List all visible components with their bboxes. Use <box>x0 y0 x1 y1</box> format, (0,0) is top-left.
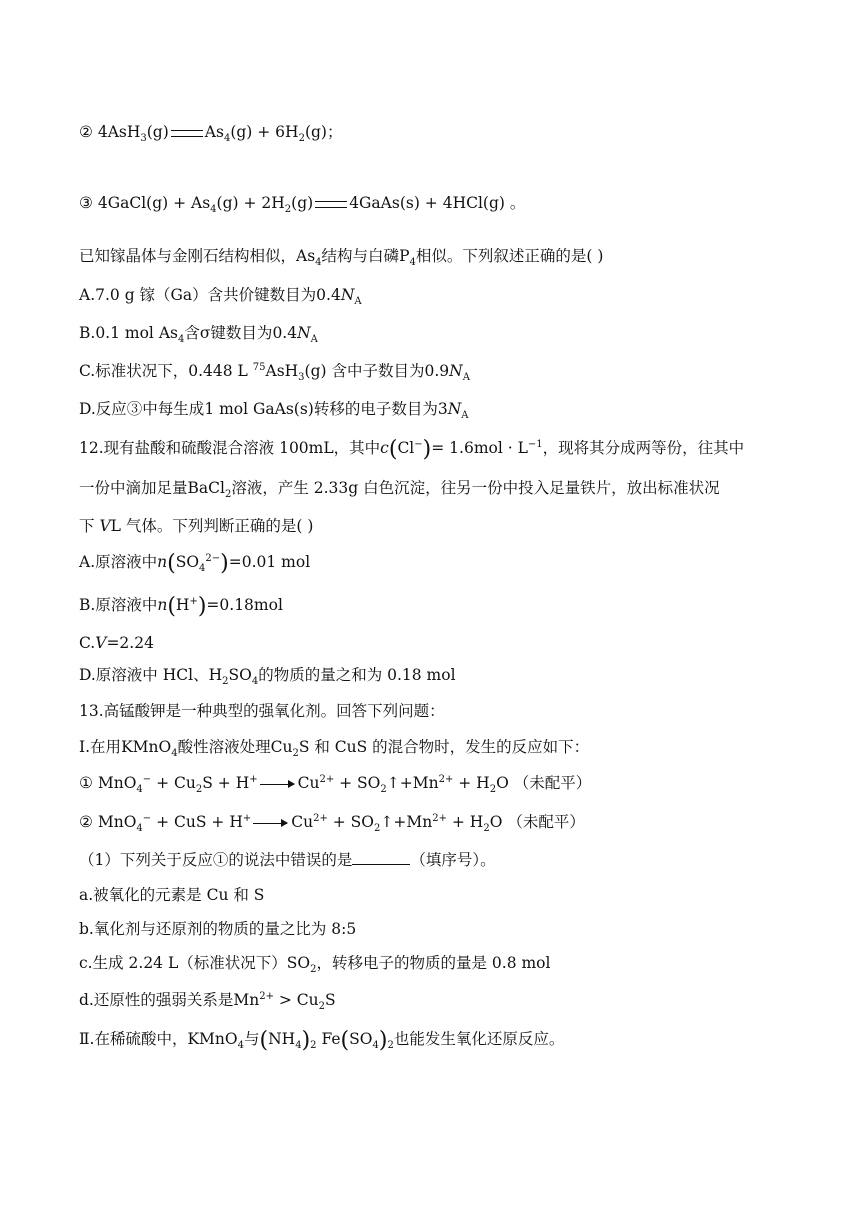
equals-sign-icon <box>315 201 347 208</box>
superscript: −1 <box>527 438 543 450</box>
equation-number: ① <box>79 774 93 792</box>
text: B.原溶液中 <box>79 596 158 614</box>
superscript: 2+ <box>438 773 454 785</box>
formula: Cu <box>297 774 320 792</box>
q11-option-d <box>79 398 469 420</box>
reaction-2 <box>79 811 585 833</box>
formula: + CuS + H <box>151 813 243 831</box>
equation-number: ② <box>79 123 93 141</box>
superscript: − <box>142 812 152 824</box>
formula: 4GaCl(g) + As <box>97 194 211 212</box>
text: 溶液，产生 2.33g 白色沉淀，往另一份中投入足量铁片，放出标准状况 <box>231 479 720 497</box>
value: 0.4 <box>316 286 341 304</box>
formula: > Cu <box>273 991 319 1009</box>
superscript: − <box>142 773 152 785</box>
subscript: 4 <box>315 257 322 269</box>
formula: + Cu <box>151 774 196 792</box>
text: 12.现有盐酸和硫酸混合溶液 100mL，其中 <box>79 439 381 457</box>
equation-3 <box>79 192 525 214</box>
subscript: 2 <box>224 489 232 501</box>
subscript: 2 <box>298 133 305 145</box>
value: 0.4 <box>272 324 298 342</box>
subscript: 4 <box>199 563 206 575</box>
superscript: + <box>249 773 258 785</box>
formula: AsH <box>265 362 299 380</box>
symbol: V <box>95 634 107 652</box>
text: C.标准状况下，0.448 L <box>79 362 253 380</box>
q12-option-c <box>79 632 154 654</box>
text: C. <box>79 634 96 652</box>
q12-option-b <box>79 594 283 618</box>
q11-option-a <box>79 284 362 306</box>
formula: NH <box>268 1030 296 1048</box>
paren-close-icon: ) <box>197 594 207 619</box>
q11-option-c <box>79 360 470 382</box>
superscript: 2+ <box>259 990 274 1002</box>
q13-part2-intro <box>79 1028 564 1052</box>
q13-option-a <box>79 884 264 906</box>
subscript: 2 <box>222 676 229 688</box>
text: 与 <box>243 1030 260 1048</box>
subscript: 2 <box>374 823 381 835</box>
subscript: 2 <box>380 784 387 796</box>
text: A.原溶液中 <box>79 553 158 571</box>
punctuation: 。 <box>509 194 526 212</box>
q13-option-c <box>79 952 550 974</box>
superscript: 75 <box>252 361 266 373</box>
formula: KMnO <box>121 738 172 756</box>
formula: Mn <box>233 991 260 1009</box>
symbol: N <box>447 400 462 418</box>
note: （未配平） <box>507 813 585 831</box>
equals-sign-icon <box>171 130 203 137</box>
symbol: N <box>340 286 355 304</box>
equation-number: ② <box>79 813 93 831</box>
paren-close-icon: ) <box>301 1028 311 1053</box>
q12-stem-line3 <box>79 515 313 537</box>
subscript: 2 <box>292 748 299 760</box>
formula: Cu <box>291 813 314 831</box>
subscript: 4 <box>251 676 259 688</box>
equation-2 <box>79 121 342 143</box>
formula: (g) <box>304 123 327 141</box>
text: d.还原性的强弱关系是 <box>79 991 234 1009</box>
text: 13.高锰酸钾是一种典型的强氧化剂。回答下列问题： <box>79 702 445 720</box>
formula: 4GaAs(s) + 4HCl(g) <box>349 194 505 212</box>
formula: H <box>208 666 223 684</box>
text: B.0.1 mol <box>79 324 159 342</box>
superscript: 2− <box>205 552 221 564</box>
q13-part1-intro <box>79 736 589 758</box>
formula: SO <box>228 666 252 684</box>
formula: SO <box>175 553 200 571</box>
superscript: 2+ <box>313 812 328 824</box>
paren-close-icon: ) <box>378 1028 388 1053</box>
subscript: 2 <box>310 964 317 976</box>
subscript: 4 <box>136 823 143 835</box>
formula: ↑+Mn <box>386 774 439 792</box>
symbol: N <box>449 362 463 380</box>
subscript: 2 <box>387 1040 394 1052</box>
subscript: 3 <box>140 133 147 145</box>
formula: O <box>496 774 509 792</box>
formula: 1 mol GaAs(s) <box>204 400 314 418</box>
formula: MnO <box>97 813 137 831</box>
superscript: 2+ <box>432 812 447 824</box>
subscript: 4 <box>171 748 178 760</box>
note: （未配平） <box>513 774 592 792</box>
paren-open-icon: ( <box>167 551 176 576</box>
reaction-arrow-icon <box>260 784 294 785</box>
text: D.原溶液中 HCl、 <box>79 666 209 684</box>
text: a.被氧化的元素是 Cu 和 S <box>79 886 265 904</box>
formula: + H <box>446 813 484 831</box>
formula: + SO <box>334 774 381 792</box>
subscript: 4 <box>136 784 143 796</box>
formula: (g) <box>291 194 314 212</box>
symbol: n <box>157 553 168 571</box>
formula: SO <box>349 1030 373 1048</box>
symbol: V <box>99 517 111 535</box>
text: （填序号）。 <box>410 851 496 869</box>
formula: (g) + 2H <box>216 194 285 212</box>
text: 的物质的量之和为 0.18 mol <box>258 666 456 684</box>
punctuation: ； <box>326 123 343 141</box>
subscript: 4 <box>295 1040 302 1052</box>
text: 结构与白磷 <box>321 247 400 265</box>
q13-sub1 <box>79 849 496 871</box>
formula: ↑+Mn <box>380 813 433 831</box>
paren-open-icon: ( <box>388 437 398 462</box>
subscript: A <box>354 296 362 308</box>
formula: As <box>204 123 224 141</box>
text: c.生成 2.24 L（标准状况下） <box>79 954 287 972</box>
text: b.氧化剂与还原剂的物质的量之比为 8:5 <box>79 920 357 938</box>
subscript: A <box>461 410 469 422</box>
q12-option-a <box>79 551 310 575</box>
formula: SO <box>286 954 311 972</box>
subscript: 4 <box>237 1040 244 1052</box>
paren-open-icon: ( <box>340 1028 350 1053</box>
subscript: 4 <box>409 257 416 269</box>
text: =0.18mol <box>206 596 283 614</box>
symbol: c <box>380 439 389 457</box>
formula: 4AsH <box>97 123 141 141</box>
paren-open-icon: ( <box>167 594 176 619</box>
text: =0.01 mol <box>228 553 311 571</box>
formula: (g) <box>146 123 169 141</box>
text: 一份中滴加足量 <box>79 479 188 497</box>
q12-option-d <box>79 664 456 686</box>
subscript: 4 <box>223 133 231 145</box>
text: 转移的电子数目为 <box>313 400 438 418</box>
q13-option-b <box>79 918 356 940</box>
formula: S <box>325 991 336 1009</box>
subscript: 4 <box>372 1040 379 1052</box>
formula: BaCl <box>187 479 225 497</box>
subscript: 2 <box>318 1001 326 1013</box>
text: S 和 CuS 的混合物时，发生的反应如下： <box>298 738 590 756</box>
subscript: 2 <box>195 784 203 796</box>
paren-close-icon: ) <box>220 551 229 576</box>
text: 下 <box>79 517 100 535</box>
text: 酸性溶液处理 <box>177 738 271 756</box>
formula: KMnO <box>187 1030 238 1048</box>
formula: Cl <box>397 439 415 457</box>
symbol: n <box>157 596 168 614</box>
subscript: 3 <box>298 372 305 384</box>
formula: As <box>296 247 316 265</box>
q13-stem <box>79 700 445 722</box>
subscript: 4 <box>177 334 185 346</box>
formula: S + H <box>202 774 250 792</box>
value: 0.9 <box>424 362 450 380</box>
text: =2.24 <box>106 634 154 652</box>
text: 含σ键数目为 <box>184 324 273 342</box>
text: ，转移电子的物质的量是 0.8 mol <box>316 954 551 972</box>
subscript: 2 <box>284 204 292 216</box>
superscript: 2+ <box>319 773 335 785</box>
text: A.7.0 g 镓（Ga）含共价键数目为 <box>79 286 317 304</box>
q11-option-b <box>79 322 318 344</box>
paren-close-icon: ) <box>422 437 432 462</box>
reaction-arrow-icon <box>253 823 287 824</box>
answer-blank[interactable] <box>352 849 410 865</box>
formula: As <box>158 324 178 342</box>
paren-open-icon: ( <box>259 1028 269 1053</box>
symbol: N <box>297 324 311 342</box>
text: (g) 含中子数目为 <box>304 362 425 380</box>
value: 3 <box>437 400 448 418</box>
q11-stem <box>79 245 603 267</box>
text: ，现将其分成两等份，往其中 <box>542 439 745 457</box>
text: D.反应③中每生成 <box>79 400 205 418</box>
equation-number: ③ <box>79 194 93 212</box>
text: Ⅱ.在稀硫酸中， <box>79 1030 188 1048</box>
text: Ⅰ.在用 <box>79 738 122 756</box>
formula: Fe <box>316 1030 341 1048</box>
formula: O <box>489 813 503 831</box>
formula: (g) + 6H <box>230 123 299 141</box>
text: 也能发生氧化还原反应。 <box>393 1030 565 1048</box>
text: 已知镓晶体与金刚石结构相似， <box>79 247 297 265</box>
superscript: + <box>242 812 252 824</box>
subscript: 2 <box>483 823 490 835</box>
superscript: − <box>414 438 423 450</box>
text: L 气体。下列判断正确的是( ) <box>110 517 314 535</box>
formula: + SO <box>327 813 374 831</box>
text: （1）下列关于反应①的说法中错误的是 <box>79 851 353 869</box>
q12-stem-line2 <box>79 477 720 499</box>
text: 相似。下列叙述正确的是( ) <box>415 247 604 265</box>
reaction-1 <box>79 772 591 794</box>
formula: + H <box>453 774 490 792</box>
formula: H <box>175 596 190 614</box>
superscript: + <box>189 595 198 607</box>
q13-option-d <box>79 989 336 1011</box>
subscript: A <box>462 372 470 384</box>
q12-stem-line1 <box>79 437 744 461</box>
subscript: 4 <box>210 204 217 216</box>
formula: MnO <box>97 774 137 792</box>
value: = 1.6mol · L <box>431 439 528 457</box>
subscript: A <box>310 334 318 346</box>
subscript: 2 <box>310 1040 317 1052</box>
subscript: 2 <box>489 784 497 796</box>
formula: Cu <box>270 738 293 756</box>
formula: P <box>399 247 410 265</box>
